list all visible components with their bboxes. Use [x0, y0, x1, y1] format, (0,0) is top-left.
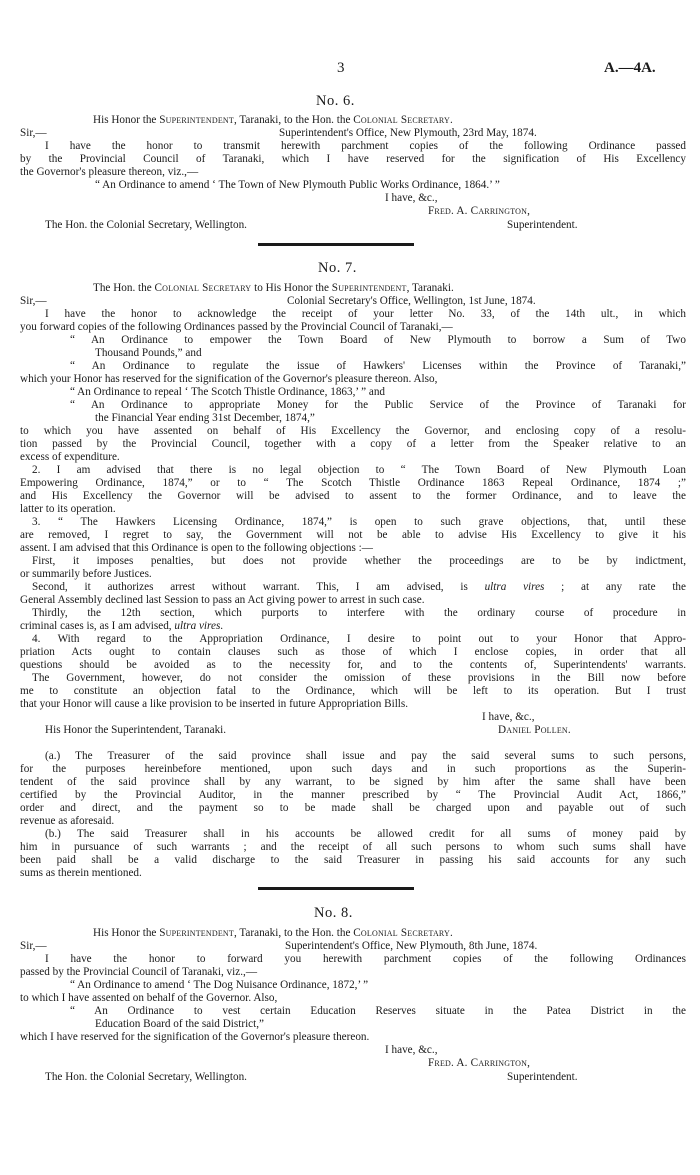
section-7-line: 4. With regard to the Appropriation Ordinance, I desire to point out to your Honor that Appro-	[32, 633, 686, 645]
section-7-line: Thirdly, the 12th section, which purports to interfere with the ordinary course of procedure in	[32, 607, 686, 619]
section-7-line: I have the honor to acknowledge the receipt of your letter No. 33, of the 14th ult., in which	[45, 308, 686, 320]
section-7-line: to which you have assented on behalf of His Excellency the Governor, and enclosing copy of a resolu-	[20, 425, 686, 437]
section-7-line: and His Excellency the Governor will be advised to assent to the former Ordinance, and to leave the	[20, 490, 686, 502]
section-7-line: or summarily before Justices.	[20, 568, 152, 580]
enclosure-line: revenue as aforesaid.	[20, 815, 115, 827]
enclosure-line: (b.) The said Treasurer shall in his accounts be allowed credit for all sums of money paid by	[45, 828, 686, 840]
section-7-line: me to constitute an objection fatal to the Ordinance, which will be left to its operation. But I trust	[20, 685, 686, 697]
section-6-address: Superintendent's Office, New Plymouth, 23rd May, 1874.	[279, 127, 537, 139]
section-7-line: are removed, I regret to say, the Government will not be able to advise His Excellency to give it his	[20, 529, 686, 541]
section-8-signature: Fred. A. Carrington,	[428, 1057, 531, 1069]
section-7-line: assent. I am advised that this Ordinance is open to the following objections :—	[20, 542, 373, 554]
enclosure-line: been paid shall be a valid discharge to the said Treasurer in passing his said accounts for any such	[20, 854, 686, 866]
section-6-signature: Fred. A. Carrington,	[428, 205, 531, 217]
section-8-line: passed by the Provincial Council of Taranaki, viz.,—	[20, 966, 258, 978]
section-number-8: No. 8.	[314, 905, 353, 921]
section-7-line: Empowering Ordinance, 1874,” or to “ The Scotch Thistle Ordinance 1863 Repeal Ordinance, 1874 ;”	[20, 477, 686, 489]
section-7-line: which your Honor has reserved for the signification of the Governor's pleasure thereon. Also,	[20, 373, 438, 385]
section-8-line: Education Board of the said District,”	[95, 1018, 265, 1030]
section-6-salutation: Sir,—	[20, 127, 47, 139]
section-7-line: priation Acts ought to contain clauses such as those of which I enclose copies, in order that all	[20, 646, 686, 658]
enclosure-line: order and direct, and the payment so to be made shall be charged upon and payable out of such	[20, 802, 686, 814]
section-7-line: tion passed by the Provincial Council, together with a copy of a letter from the Speaker relative to an	[20, 438, 686, 450]
section-7-line: “ An Ordinance to appropriate Money for the Public Service of the Province of Taranaki for	[70, 399, 686, 411]
section-6-heading: His Honor the Superintendent, Taranaki, to the Hon. the Colonial Secretary.	[93, 114, 453, 126]
section-number-7: No. 7.	[318, 260, 357, 276]
enclosure-line: certified by the Provincial Auditor, in the manner prescribed by “ The Provincial Audit Act, 1866,”	[20, 789, 686, 801]
section-divider	[258, 887, 414, 890]
section-7-line: “ An Ordinance to repeal ‘ The Scotch Thistle Ordinance, 1863,’ ” and	[70, 386, 386, 398]
section-7-line: criminal cases is, as I am advised, ultra vires.	[20, 620, 224, 632]
enclosure-line: him in pursuance of such warrants ; and the receipt of all such persons to whom such sums shall have	[20, 841, 686, 853]
section-8-heading: His Honor the Superintendent, Taranaki, to the Hon. the Colonial Secretary.	[93, 927, 453, 939]
section-6-ordinance-title: “ An Ordinance to amend ‘ The Town of New Plymouth Public Works Ordinance, 1864.’ ”	[95, 179, 500, 191]
section-8-line: which I have reserved for the signification of the Governor's pleasure thereon.	[20, 1031, 370, 1043]
section-6-body-line: the Governor's pleasure thereon, viz.,—	[20, 166, 199, 178]
enclosure-line: (a.) The Treasurer of the said province shall issue and pay the said several sums to such persons,	[45, 750, 686, 762]
section-7-line: excess of expenditure.	[20, 451, 120, 463]
section-8-closing: I have, &c.,	[385, 1044, 438, 1056]
section-6-addressee: The Hon. the Colonial Secretary, Wellington.	[45, 219, 247, 231]
section-8-salutation: Sir,—	[20, 940, 47, 952]
section-7-closing: I have, &c.,	[482, 711, 535, 723]
section-7-line: latter to its operation.	[20, 503, 116, 515]
section-7-heading: The Hon. the Colonial Secretary to His Honor the Superintendent, Taranaki.	[93, 282, 454, 294]
section-7-line: General Assembly declined last Session to pass an Act giving power to arrest in such case.	[20, 594, 425, 606]
section-6-body-line: by the Provincial Council of Taranaki, which I have reserved for the signification of His Excellency	[20, 153, 686, 165]
section-7-salutation: Sir,—	[20, 295, 47, 307]
section-8-title: Superintendent.	[507, 1071, 578, 1083]
section-7-line: 3. “ The Hawkers Licensing Ordinance, 1874,” is open to such grave objections, that, until these	[32, 516, 686, 528]
section-7-address: Colonial Secretary's Office, Wellington, 1st June, 1874.	[287, 295, 536, 307]
section-7-signature: Daniel Pollen.	[498, 724, 571, 736]
section-6-closing: I have, &c.,	[385, 192, 438, 204]
section-7-line: Second, it authorizes arrest without warrant. This, I am advised, is ultra vires ; at any rate the	[32, 581, 686, 593]
section-8-addressee: The Hon. the Colonial Secretary, Wellington.	[45, 1071, 247, 1083]
section-7-addressee: His Honor the Superintendent, Taranaki.	[45, 724, 227, 736]
section-8-line: “ An Ordinance to amend ‘ The Dog Nuisance Ordinance, 1872,’ ”	[70, 979, 369, 991]
section-8-line: “ An Ordinance to vest certain Education Reserves situate in the Patea District in the	[70, 1005, 686, 1017]
section-7-line: the Financial Year ending 31st December, 1874,”	[95, 412, 315, 424]
section-8-line: I have the honor to forward you herewith parchment copies of the following Ordinances	[45, 953, 686, 965]
enclosure-line: tendent of the said province shall by any warrant, to be signed by him after the same shall have been	[20, 776, 686, 788]
section-7-line: Thousand Pounds,” and	[95, 347, 202, 359]
page-number: 3	[337, 60, 345, 76]
enclosure-line: sums as therein mentioned.	[20, 867, 142, 879]
enclosure-line: for the purposes hereinbefore mentioned, upon such days and in such proportions as the Superin-	[20, 763, 686, 775]
section-7-line: First, it imposes penalties, but does not provide whether the proceedings are to be by indictment,	[32, 555, 686, 567]
section-7-line: The Government, however, do not consider the omission of these provisions in the Bill now before	[32, 672, 686, 684]
section-8-address: Superintendent's Office, New Plymouth, 8th June, 1874.	[285, 940, 538, 952]
section-6-body-line: I have the honor to transmit herewith parchment copies of the following Ordinance passed	[45, 140, 686, 152]
section-divider	[258, 243, 414, 246]
document-reference: A.—4A.	[604, 60, 656, 76]
section-7-line: questions should be avoided as to the necessity for, and to the contents of, Superintendents' warrants.	[20, 659, 686, 671]
section-7-line: that your Honor will cause a like provision to be inserted in future Appropriation Bills.	[20, 698, 409, 710]
section-7-line: “ An Ordinance to empower the Town Board of New Plymouth to borrow a Sum of Two	[70, 334, 686, 346]
section-7-line: 2. I am advised that there is no legal objection to “ The Town Board of New Plymouth Loan	[32, 464, 686, 476]
section-number-6: No. 6.	[316, 93, 355, 109]
section-7-line: you forward copies of the following Ordinances passed by the Provincial Council of Taranaki,—	[20, 321, 453, 333]
section-7-line: “ An Ordinance to regulate the issue of Hawkers' Licenses within the Province of Taranaki,”	[70, 360, 686, 372]
section-8-line: to which I have assented on behalf of the Governor. Also,	[20, 992, 278, 1004]
section-6-title: Superintendent.	[507, 219, 578, 231]
